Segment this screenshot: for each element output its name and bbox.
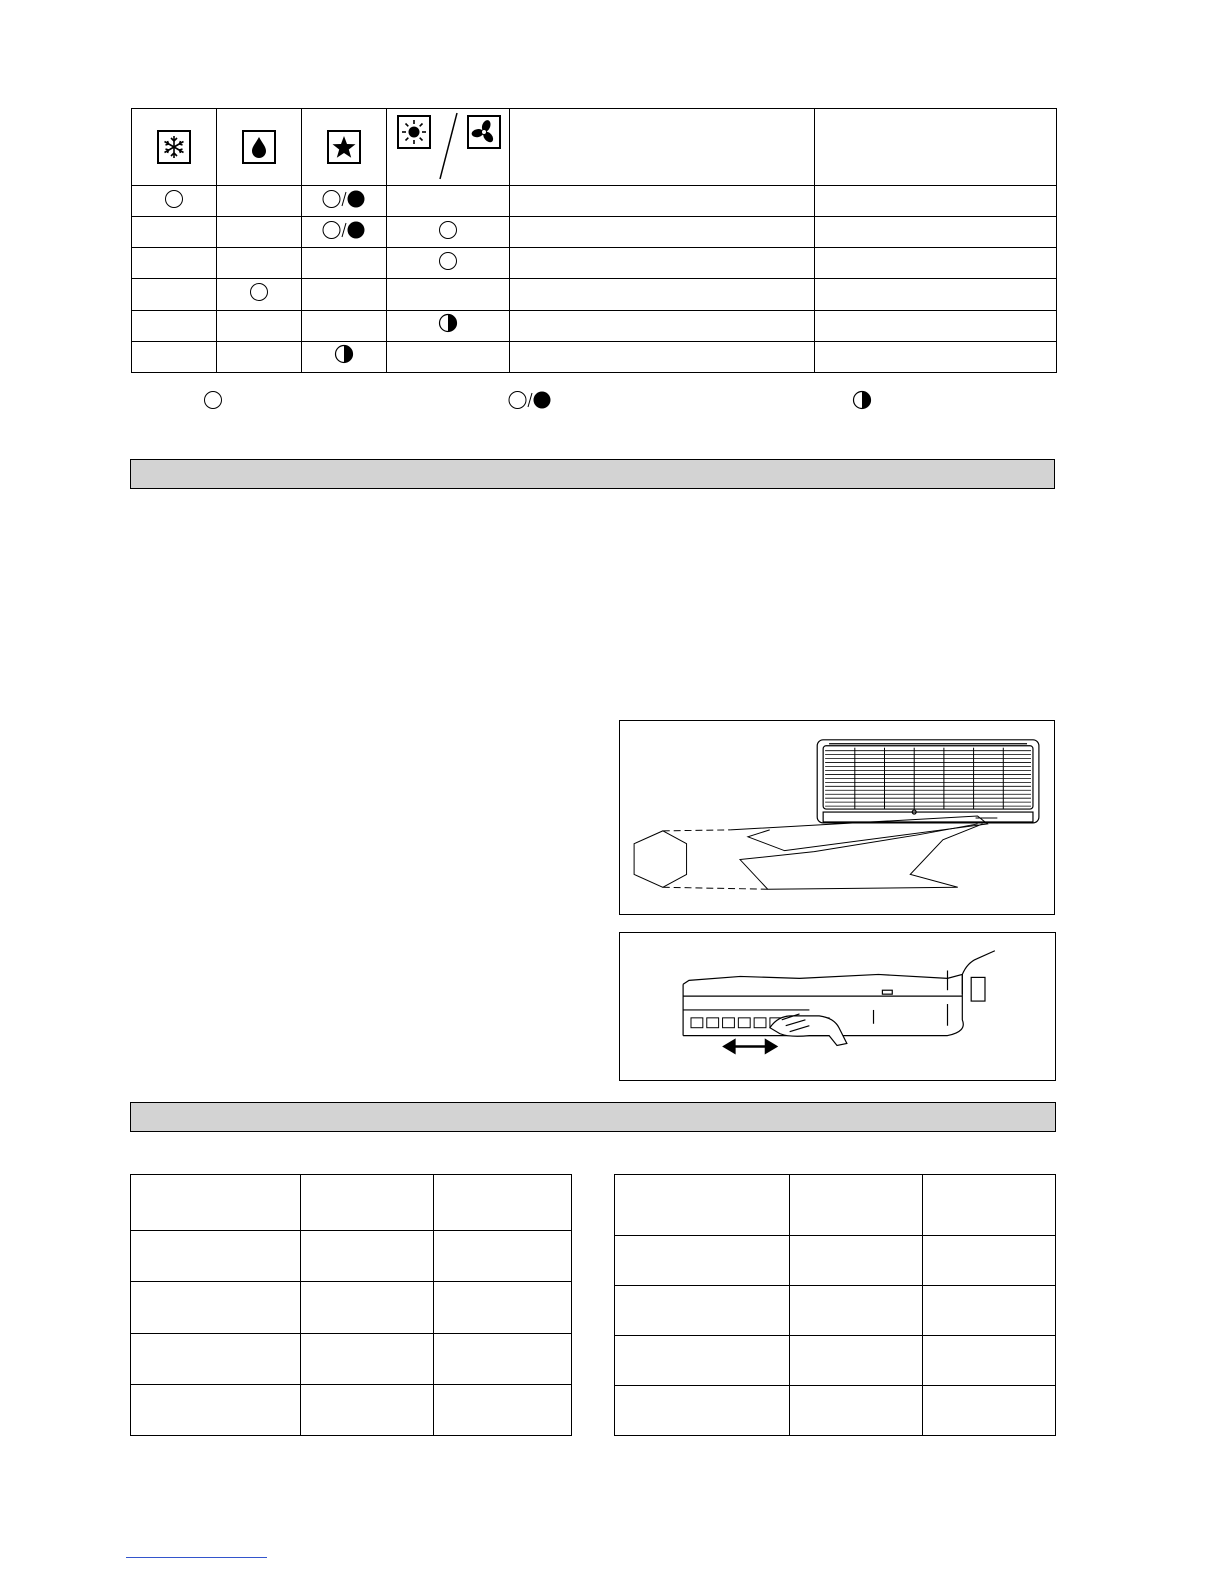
table-row	[615, 1236, 1056, 1286]
table-cell	[923, 1386, 1056, 1436]
indicator-header-row	[132, 109, 1057, 186]
indicator-cell	[510, 186, 815, 217]
indicator-cell	[217, 248, 302, 279]
indicator-cell	[815, 279, 1057, 310]
table-cell	[301, 1231, 434, 1282]
table-cell	[131, 1231, 301, 1282]
table-cell	[615, 1336, 790, 1386]
right-data-table	[614, 1174, 1056, 1436]
indicator-body	[132, 186, 1057, 373]
table-cell	[434, 1384, 572, 1435]
indicator-cell	[302, 279, 387, 310]
open-circle-icon	[249, 282, 269, 307]
open-circle-icon	[203, 390, 223, 415]
left-data-table	[130, 1174, 572, 1436]
table-cell	[615, 1286, 790, 1336]
header-cell-dry	[217, 109, 302, 186]
table-cell	[790, 1386, 923, 1436]
section-header-bar-1	[130, 459, 1055, 489]
indicator-cell	[387, 310, 510, 341]
indicator-cell	[132, 248, 217, 279]
indicator-cell	[815, 186, 1057, 217]
right-data-table-body	[615, 1175, 1056, 1436]
table-cell	[131, 1384, 301, 1435]
table-cell	[615, 1175, 790, 1236]
indicator-cell	[217, 341, 302, 372]
table-row	[131, 1231, 572, 1282]
table-cell	[790, 1236, 923, 1286]
indicator-cell	[510, 310, 815, 341]
left-data-table-body	[131, 1175, 572, 1436]
indicator-row	[132, 279, 1057, 310]
table-cell	[434, 1231, 572, 1282]
half-filled-circle-icon	[438, 313, 458, 338]
snowflake-icon	[157, 130, 191, 164]
table-cell	[923, 1336, 1056, 1386]
table-cell	[790, 1175, 923, 1236]
table-cell	[301, 1333, 434, 1384]
table-row	[131, 1333, 572, 1384]
table-cell	[790, 1336, 923, 1386]
indicator-cell	[387, 217, 510, 248]
indicator-cell	[387, 186, 510, 217]
footer-rule	[126, 1557, 267, 1558]
table-row	[615, 1175, 1056, 1236]
indicator-row	[132, 248, 1057, 279]
indicator-cell	[132, 341, 217, 372]
header-cell-cool	[132, 109, 217, 186]
header-cell-heat-fan	[387, 109, 510, 186]
table-cell	[434, 1333, 572, 1384]
water-drop-icon	[242, 130, 276, 164]
table-cell	[923, 1175, 1056, 1236]
indicator-cell	[815, 248, 1057, 279]
indicator-row	[132, 341, 1057, 372]
indicator-cell	[302, 310, 387, 341]
table-row	[615, 1286, 1056, 1336]
table-cell	[131, 1282, 301, 1333]
indicator-cell	[132, 279, 217, 310]
indicator-cell	[815, 341, 1057, 372]
open-filled-circle-pair-icon	[322, 189, 366, 214]
indicator-cell	[302, 217, 387, 248]
indicator-cell	[217, 217, 302, 248]
indicator-cell	[302, 186, 387, 217]
indicator-cell	[387, 341, 510, 372]
indicator-cell	[387, 279, 510, 310]
indicator-row	[132, 186, 1057, 217]
table-cell	[301, 1282, 434, 1333]
table-cell	[434, 1175, 572, 1231]
indicator-cell	[217, 279, 302, 310]
open-circle-icon	[438, 251, 458, 276]
table-row	[131, 1282, 572, 1333]
indicator-cell	[387, 248, 510, 279]
table-row	[615, 1336, 1056, 1386]
table-cell	[131, 1333, 301, 1384]
table-cell	[301, 1175, 434, 1231]
table-cell	[615, 1236, 790, 1286]
open-circle-icon	[164, 189, 184, 214]
louver-adjustment-hand-illustration	[619, 932, 1056, 1081]
open-filled-circle-pair-icon	[508, 390, 552, 415]
table-cell	[131, 1175, 301, 1231]
half-filled-circle-icon	[334, 344, 354, 369]
table-cell	[923, 1236, 1056, 1286]
indicator-cell	[132, 217, 217, 248]
table-cell	[923, 1286, 1056, 1336]
open-circle-icon	[438, 220, 458, 245]
table-row	[131, 1384, 572, 1435]
wall-unit-airflow-illustration	[619, 720, 1055, 915]
indicator-cell	[217, 310, 302, 341]
indicator-cell	[510, 279, 815, 310]
indicator-row	[132, 310, 1057, 341]
header-cell-description	[510, 109, 815, 186]
table-cell	[790, 1286, 923, 1336]
section-header-bar-2	[130, 1102, 1056, 1132]
star-icon	[327, 130, 361, 164]
indicator-cell	[217, 186, 302, 217]
indicator-table	[131, 108, 1057, 373]
indicator-cell	[510, 341, 815, 372]
indicator-cell	[302, 248, 387, 279]
indicator-cell	[815, 310, 1057, 341]
indicator-cell	[132, 186, 217, 217]
open-filled-circle-pair-icon	[322, 220, 366, 245]
indicator-cell	[510, 248, 815, 279]
half-filled-circle-icon	[852, 390, 872, 415]
table-cell	[301, 1384, 434, 1435]
indicator-cell	[510, 217, 815, 248]
indicator-cell	[815, 217, 1057, 248]
indicator-row	[132, 217, 1057, 248]
indicator-cell	[132, 310, 217, 341]
header-cell-auto	[302, 109, 387, 186]
table-row	[131, 1175, 572, 1231]
table-cell	[615, 1386, 790, 1436]
table-row	[615, 1386, 1056, 1436]
table-cell	[434, 1282, 572, 1333]
indicator-cell	[302, 341, 387, 372]
header-cell-remarks	[815, 109, 1057, 186]
fan-icon	[467, 115, 501, 149]
